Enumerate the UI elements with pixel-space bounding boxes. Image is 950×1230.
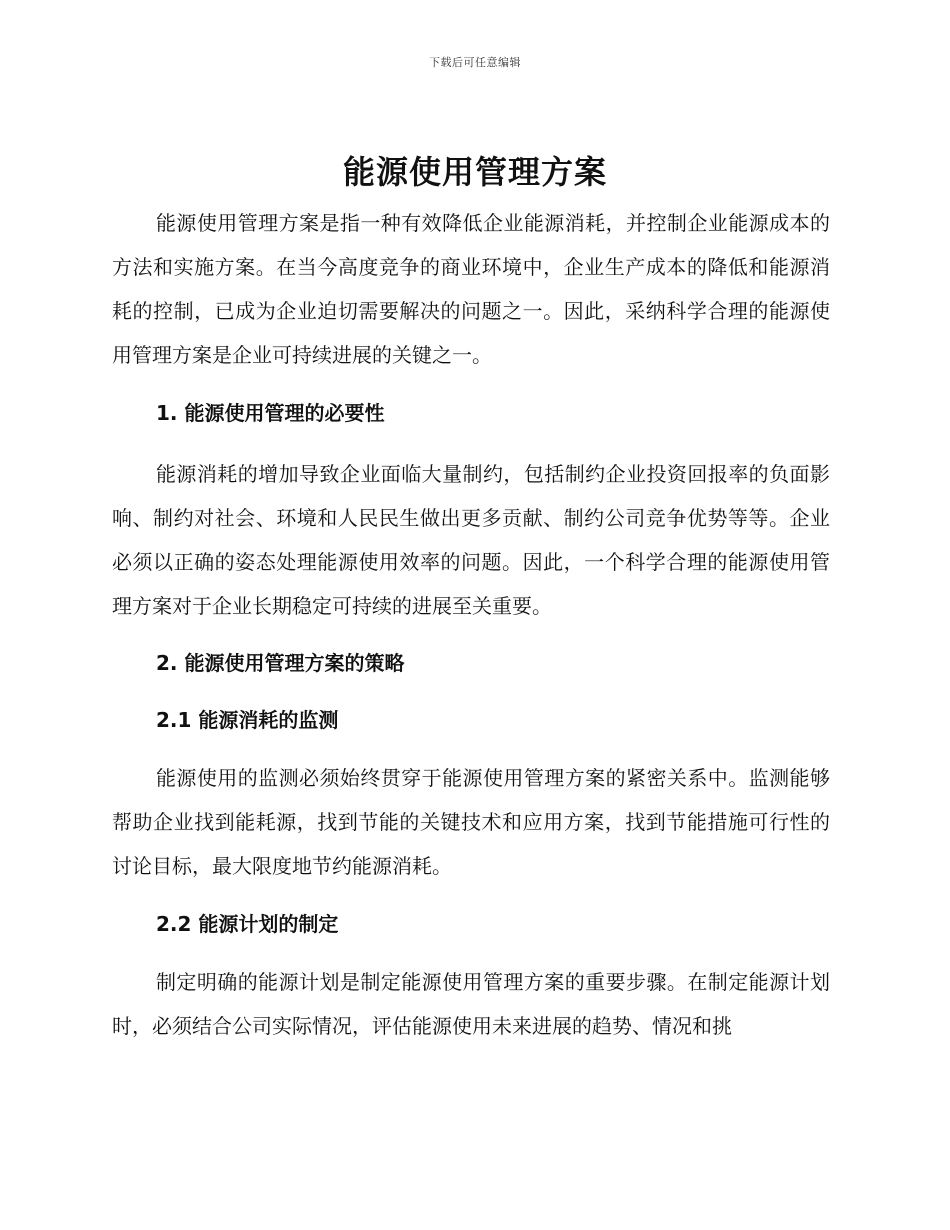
section-paragraph-2-1: 能源使用的监测必须始终贯穿于能源使用管理方案的紧密关系中。监测能够帮助企业找到能耗源，找到节能的关键技术和应用方案，找到节能措施可行性的讨论目标，最大限度地节约能源消耗。 bbox=[112, 766, 830, 878]
section-paragraph-2-2: 制定明确的能源计划是制定能源使用管理方案的重要步骤。在制定能源计划时，必须结合公司实际情况，评估能源使用未来进展的趋势、情况和挑 bbox=[112, 970, 830, 1038]
intro-paragraph: 能源使用管理方案是指一种有效降低企业能源消耗，并控制企业能源成本的方法和实施方案。在当今高度竞争的商业环境中，企业生产成本的降低和能源消耗的控制，已成为企业迫切需要解决的问题之一。因此，采纳科学合理的能源使用管理方案是企业可持续进展的关键之一。 bbox=[112, 211, 830, 367]
document-title: 能源使用管理方案 bbox=[342, 153, 607, 191]
section-heading-1: 1. 能源使用管理的必要性 bbox=[156, 401, 385, 425]
section-paragraph-1: 能源消耗的增加导致企业面临大量制约，包括制约企业投资回报率的负面影响、制约对社会、环境和人民民生做出更多贡献、制约公司竞争优势等等。企业必须以正确的姿态处理能源使用效率的问题。因此，一个科学合理的能源使用管理方案对于企业长期稳定可持续的进展至关重要。 bbox=[112, 462, 830, 618]
section-heading-2-2: 2.2 能源计划的制定 bbox=[156, 912, 339, 936]
header-note: 下载后可任意编辑 bbox=[429, 56, 521, 69]
section-heading-2-1: 2.1 能源消耗的监测 bbox=[156, 708, 339, 732]
section-heading-2: 2. 能源使用管理方案的策略 bbox=[156, 651, 405, 675]
